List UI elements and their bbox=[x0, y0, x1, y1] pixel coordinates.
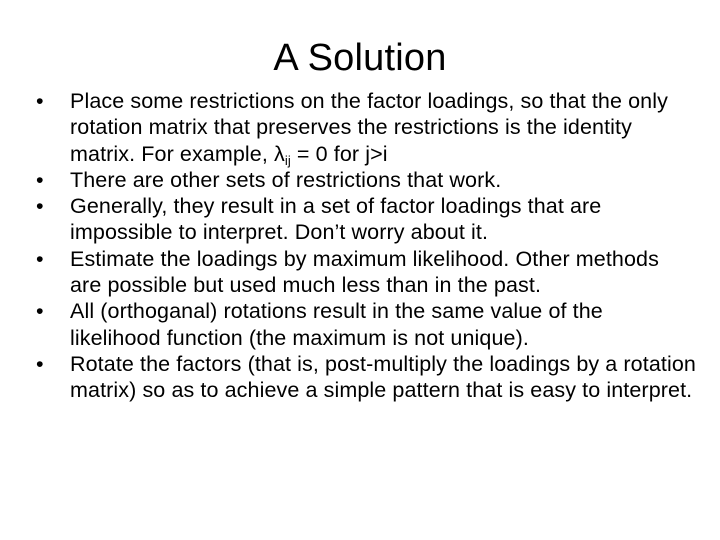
bullet-dot-icon: • bbox=[36, 167, 44, 192]
bullet-dot-icon: • bbox=[36, 351, 44, 376]
bullet-text: Place some restrictions on the factor loadings, so that the only rotation matrix that preserves the restrictions is the identity matrix. For example, $\lambda_{ij} = 0$ for j>i bbox=[70, 89, 668, 168]
bullet-text: Estimate the loadings by maximum likelihood. Other methods are possible but used much less than in the past. bbox=[70, 246, 659, 298]
bullet-text: All (orthoganal) rotations result in the same value of the likelihood function (the maximum is not unique). bbox=[70, 299, 603, 350]
bullet-item-rotations bbox=[36, 298, 696, 351]
bullet-item-rotate-factors bbox=[36, 351, 696, 404]
bullet-item-generally bbox=[36, 193, 696, 246]
bullet-item-estimate bbox=[36, 246, 696, 299]
subscript-ij: ij bbox=[284, 152, 291, 168]
bullet-list bbox=[36, 88, 696, 404]
bullet-dot-icon: • bbox=[36, 299, 44, 324]
bullet-text: Generally, they result in a set of factor loadings that are impossible to interpret. Don’t worry about it. bbox=[70, 194, 602, 245]
bullet-dot-icon: • bbox=[36, 194, 44, 219]
slide-title: A Solution bbox=[273, 37, 447, 80]
bullet-text: There are other sets of restrictions that work. bbox=[70, 167, 502, 192]
bullet-dot-icon: • bbox=[36, 246, 44, 271]
bullet-dot-icon: • bbox=[36, 89, 44, 113]
bullet-text: Rotate the factors (that is, post-multiply the loadings by a rotation matrix) so as to achieve a simple pattern that is easy to interpret. bbox=[70, 351, 696, 403]
bullet-item-restrictions bbox=[36, 88, 696, 167]
bullet-item-other-sets bbox=[36, 167, 696, 193]
